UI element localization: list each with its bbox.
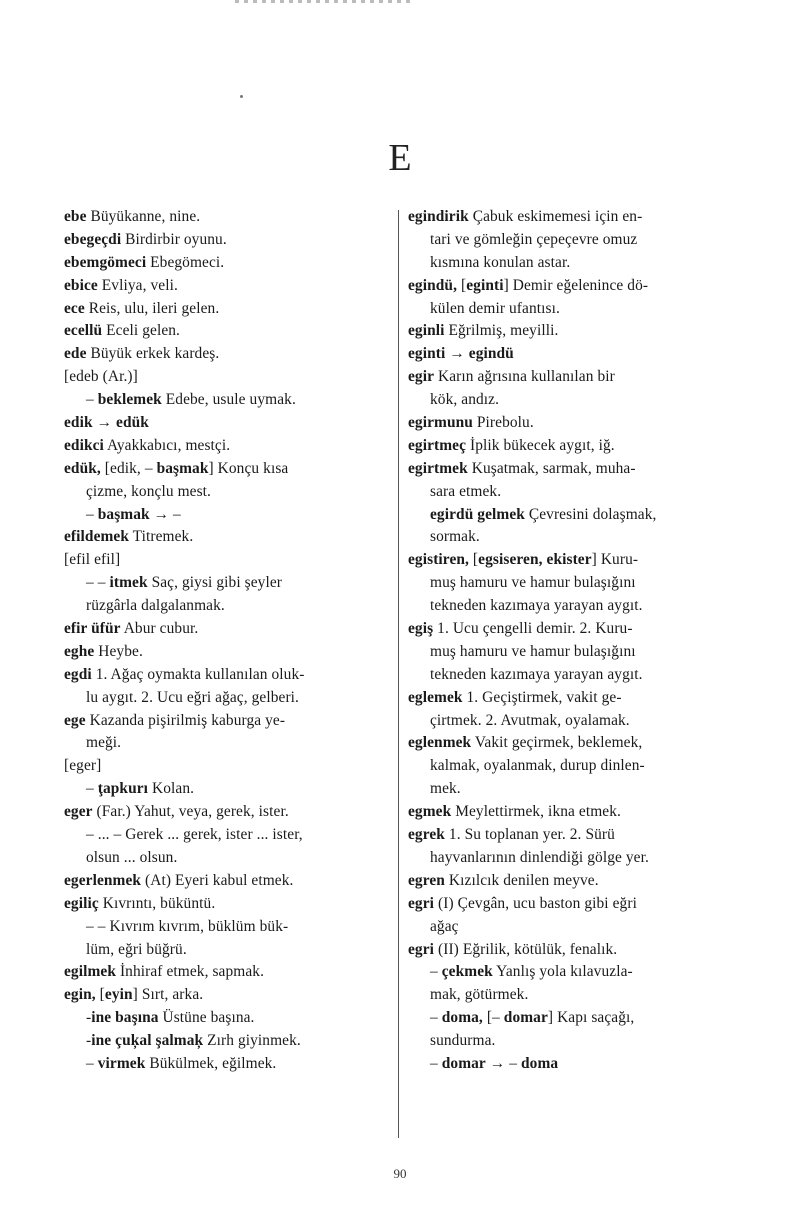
definition-text: – — [430, 963, 442, 981]
definition-text: olsun ... olsun. — [86, 848, 178, 866]
headword: beklemek — [97, 391, 162, 409]
definition-text: ] Kuru- — [591, 551, 639, 569]
definition-text: kısmına konulan astar. — [430, 253, 571, 271]
headword: edikci — [64, 436, 104, 454]
definition-text: → — [92, 414, 117, 432]
dictionary-entry — [64, 435, 389, 458]
headword: egmek — [408, 803, 452, 821]
definition-text: → – — [485, 1054, 521, 1072]
definition-text: [edik, – — [100, 459, 157, 477]
definition-text: Birdirbir oyunu. — [121, 230, 227, 248]
definition-text: ağaç — [430, 917, 459, 935]
definition-text: (II) Eğrilik, kötülük, fenalık. — [434, 940, 618, 958]
definition-text: muş hamuru ve hamur bulaşığını — [430, 642, 636, 660]
dictionary-entry — [64, 710, 389, 733]
definition-text: Ebegömeci. — [146, 253, 225, 271]
dictionary-entry-line — [64, 755, 389, 778]
headword: egirdü gelmek — [430, 505, 525, 523]
dictionary-entry — [64, 252, 389, 275]
headword: egsiseren, ekister — [478, 551, 592, 569]
dictionary-entry — [408, 732, 738, 755]
headword: eginti — [408, 345, 446, 363]
dictionary-entry — [64, 961, 389, 984]
headword: ebice — [64, 276, 98, 294]
dictionary-entry-line — [408, 526, 738, 549]
definition-text: mek. — [430, 780, 461, 798]
dictionary-entry-line — [408, 572, 738, 595]
headword: ine başına — [91, 1009, 159, 1027]
definition-text: – – Kıvrım kıvrım, büklüm bük- — [86, 917, 289, 935]
dictionary-entry — [408, 275, 738, 298]
definition-text: – — [86, 780, 98, 798]
headword: egdi — [64, 665, 92, 683]
headword: eyin — [104, 986, 133, 1004]
definition-text: – — [430, 1009, 442, 1027]
definition-text: ] Kapı saçağı, — [547, 1009, 635, 1027]
definition-text: ] Konçu kısa — [208, 459, 289, 477]
dictionary-entry-line — [64, 572, 389, 595]
definition-text: – – — [86, 574, 110, 592]
dictionary-column-right — [408, 206, 738, 1076]
dictionary-entry — [64, 641, 389, 664]
headword: egiş — [408, 620, 434, 638]
definition-text: çizme, konçlu mest. — [86, 482, 211, 500]
definition-text: hayvanlarının dinlendiği gölge yer. — [430, 848, 649, 866]
definition-text: Büyük erkek kardeş. — [86, 345, 220, 363]
headword: eginli — [408, 322, 445, 340]
dictionary-entry-line — [408, 252, 738, 275]
dictionary-entry-line — [64, 687, 389, 710]
dictionary-entry-line — [64, 1053, 389, 1076]
definition-text: Yanlış yola kılavuzla- — [492, 963, 633, 981]
definition-text: 1. Ucu çengelli demir. 2. Kuru- — [433, 620, 633, 638]
dictionary-entry-line — [408, 504, 738, 527]
dictionary-entry — [64, 229, 389, 252]
definition-text: Eceli gelen. — [102, 322, 181, 340]
headword: egri — [408, 940, 435, 958]
definition-text: - — [86, 1009, 92, 1027]
headword: edik — [64, 414, 93, 432]
dictionary-entry — [64, 343, 389, 366]
dictionary-entry-line — [408, 389, 738, 412]
dictionary-entry-line — [64, 847, 389, 870]
headword: ebemgömeci — [64, 253, 147, 271]
definition-text: Karın ağrısına kullanılan bir — [434, 368, 615, 386]
dictionary-entry — [408, 343, 738, 366]
definition-text: [ — [95, 986, 105, 1004]
dictionary-entry — [408, 801, 738, 824]
definition-text: – ... – Gerek ... gerek, ister ... ister, — [86, 826, 303, 844]
definition-text: [– — [482, 1009, 504, 1027]
dictionary-entry-line — [408, 984, 738, 1007]
definition-text: (I) Çevgân, ucu baston gibi eğri — [434, 894, 637, 912]
headword: çekmek — [441, 963, 493, 981]
definition-text: sundurma. — [430, 1032, 496, 1050]
headword: egiliç — [64, 894, 99, 912]
definition-text: Kazanda pişirilmiş kaburga ye- — [85, 711, 286, 729]
headword: eghe — [64, 642, 95, 660]
headword: eger — [64, 803, 93, 821]
headword: edük — [116, 414, 149, 432]
headword: ebe — [64, 208, 87, 225]
dictionary-entry — [64, 526, 389, 549]
dictionary-entry — [408, 824, 738, 847]
headword: egirtmeç — [408, 436, 467, 454]
definition-text: Abur cubur. — [120, 620, 199, 638]
headword: egri — [408, 894, 435, 912]
definition-text: Bükülmek, eğilmek. — [145, 1054, 277, 1072]
definition-text: [efil efil] — [64, 551, 121, 569]
definition-text: Kızılcık denilen meyve. — [444, 871, 599, 889]
definition-text: lüm, eğri büğrü. — [86, 940, 187, 958]
dictionary-entry — [64, 664, 389, 687]
dictionary-entry-line — [64, 1030, 389, 1053]
definition-text: 1. Geçiştirmek, vakit ge- — [462, 688, 622, 706]
dictionary-entry-line — [408, 298, 738, 321]
dictionary-entry-line — [408, 916, 738, 939]
dictionary-entry — [64, 801, 389, 824]
dictionary-entry-line — [408, 1030, 738, 1053]
dictionary-entry — [408, 320, 738, 343]
dictionary-entry-line — [64, 366, 389, 389]
definition-text: tekneden kazımaya yarayan aygıt. — [430, 597, 643, 615]
definition-text: Reis, ulu, ileri gelen. — [84, 299, 220, 317]
dictionary-entry — [64, 298, 389, 321]
headword: ece — [64, 299, 85, 317]
headword: ede — [64, 345, 87, 363]
definition-text: Kıvrıntı, büküntü. — [98, 894, 216, 912]
dictionary-entry — [408, 687, 738, 710]
definition-text: rüzgârla dalgalanmak. — [86, 597, 225, 615]
dictionary-entry-line — [64, 389, 389, 412]
headword: doma, — [441, 1009, 483, 1027]
dictionary-entry — [64, 275, 389, 298]
definition-text: – — [430, 1054, 442, 1072]
dictionary-entry — [408, 366, 738, 389]
dictionary-entry-line — [408, 1007, 738, 1030]
definition-text: Evliya, veli. — [97, 276, 178, 294]
definition-text: mak, götürmek. — [430, 986, 529, 1004]
definition-text: (Far.) Yahut, veya, gerek, ister. — [92, 803, 289, 821]
headword: eglenmek — [408, 734, 472, 752]
headword: eginti — [466, 276, 504, 294]
definition-text: tekneden kazımaya yarayan aygıt. — [430, 665, 643, 683]
dictionary-entry-line — [408, 710, 738, 733]
definition-text: Çevresini dolaşmak, — [524, 505, 657, 523]
dictionary-entry-line — [408, 229, 738, 252]
definition-text: İnhiraf etmek, sapmak. — [116, 963, 265, 981]
headword: virmek — [97, 1054, 146, 1072]
definition-text: Çabuk eskimemesi için en- — [468, 208, 643, 225]
definition-text: kalmak, oyalanmak, durup dinlen- — [430, 757, 645, 775]
definition-text: [ — [457, 276, 467, 294]
definition-text: → – — [149, 505, 181, 523]
headword: egindü — [468, 345, 514, 363]
headword: edük, — [64, 459, 101, 477]
dictionary-entry — [408, 435, 738, 458]
headword: domar — [441, 1054, 486, 1072]
definition-text: Kolan. — [148, 780, 195, 798]
definition-text: – — [86, 391, 98, 409]
definition-text: Büyükanne, nine. — [86, 208, 201, 225]
definition-text: Edebe, usule uymak. — [161, 391, 296, 409]
dictionary-entry — [408, 549, 738, 572]
definition-text: Titremek. — [129, 528, 194, 546]
dictionary-entry — [408, 893, 738, 916]
definition-text: 1. Ağaç oymakta kullanılan oluk- — [91, 665, 305, 683]
dictionary-entry — [64, 870, 389, 893]
headword: egindirik — [408, 208, 469, 225]
definition-text: Eğrilmiş, meyilli. — [444, 322, 559, 340]
definition-text: Kuşatmak, sarmak, muha- — [467, 459, 636, 477]
definition-text: Vakit geçirmek, beklemek, — [471, 734, 643, 752]
definition-text: Saç, giysi gibi şeyler — [147, 574, 283, 592]
dictionary-entry-line — [64, 595, 389, 618]
headword: ine çuķal şalmaķ — [91, 1032, 204, 1050]
dictionary-entry — [64, 412, 389, 435]
scan-speck — [240, 95, 243, 98]
definition-text: [ — [468, 551, 479, 569]
headword: efildemek — [64, 528, 130, 546]
dictionary-entry — [408, 206, 738, 229]
dictionary-entry-line — [408, 641, 738, 664]
definition-text: [eger] — [64, 757, 102, 775]
page-number: 90 — [393, 1166, 407, 1181]
dictionary-entry — [64, 458, 389, 481]
headword: başmak — [156, 459, 209, 477]
headword: egir — [408, 368, 435, 386]
headword: başmak — [97, 505, 150, 523]
definition-text: sara etmek. — [430, 482, 502, 500]
dictionary-entry-line — [64, 504, 389, 527]
dictionary-entry-line — [408, 481, 738, 504]
dictionary-entry-line — [64, 732, 389, 755]
dictionary-entry-line — [408, 664, 738, 687]
definition-text: tari ve gömleğin çepeçevre omuz — [430, 230, 638, 248]
definition-text: Pirebolu. — [472, 414, 534, 432]
headword: egirmunu — [408, 414, 473, 432]
definition-text: 1. Su toplanan yer. 2. Sürü — [444, 826, 615, 844]
headword: egistiren, — [408, 551, 469, 569]
dictionary-entry-line — [408, 1053, 738, 1076]
headword: egrek — [408, 826, 445, 844]
dictionary-entry — [408, 618, 738, 641]
definition-text: Zırh giyinmek. — [203, 1032, 301, 1050]
definition-text: sormak. — [430, 528, 480, 546]
dictionary-entry — [64, 893, 389, 916]
scan-artifact-top — [235, 0, 415, 3]
headword: doma — [521, 1054, 559, 1072]
headword: egerlenmek — [64, 871, 142, 889]
headword: domar — [503, 1009, 548, 1027]
definition-text: ] Demir eğelenince dö- — [503, 276, 649, 294]
dictionary-entry — [408, 939, 738, 962]
definition-text: Üstüne başına. — [158, 1009, 255, 1027]
definition-text: → — [445, 345, 469, 363]
dictionary-entry-line — [64, 481, 389, 504]
dictionary-entry — [64, 984, 389, 1007]
dictionary-entry-line — [64, 939, 389, 962]
headword: efir üfür — [64, 620, 121, 638]
section-letter-heading: E — [388, 137, 412, 179]
headword: ecellü — [64, 322, 103, 340]
dictionary-entry-line — [64, 916, 389, 939]
definition-text: Ayakkabıcı, mestçi. — [103, 436, 231, 454]
headword: egin, — [64, 986, 96, 1004]
definition-text: çirtmek. 2. Avutmak, oyalamak. — [430, 711, 630, 729]
column-divider — [398, 210, 399, 1138]
headword: egirtmek — [408, 459, 468, 477]
headword: ebegeçdi — [64, 230, 122, 248]
dictionary-entry — [408, 458, 738, 481]
dictionary-entry-line — [408, 847, 738, 870]
dictionary-entry-line — [408, 961, 738, 984]
headword: eglemek — [408, 688, 463, 706]
definition-text: İplik bükecek aygıt, iğ. — [466, 436, 615, 454]
definition-text: – — [86, 505, 98, 523]
headword: egindü, — [408, 276, 458, 294]
definition-text: Heybe. — [94, 642, 143, 660]
dictionary-entry-line — [408, 755, 738, 778]
dictionary-entry — [64, 618, 389, 641]
dictionary-column-left — [64, 206, 389, 1076]
headword: ege — [64, 711, 86, 729]
definition-text: – — [86, 1054, 98, 1072]
dictionary-entry — [408, 412, 738, 435]
definition-text: ] Sırt, arka. — [132, 986, 204, 1004]
headword: egilmek — [64, 963, 116, 981]
definition-text: kök, andız. — [430, 391, 500, 409]
definition-text: muş hamuru ve hamur bulaşığını — [430, 574, 636, 592]
definition-text: - — [86, 1032, 92, 1050]
dictionary-entry-line — [408, 778, 738, 801]
dictionary-entry-line — [64, 824, 389, 847]
definition-text: lu aygıt. 2. Ucu eğri ağaç, gelberi. — [86, 688, 300, 706]
dictionary-entry — [64, 206, 389, 229]
definition-text: külen demir ufantısı. — [430, 299, 560, 317]
dictionary-entry — [64, 320, 389, 343]
dictionary-entry — [408, 870, 738, 893]
headword: egren — [408, 871, 445, 889]
dictionary-entry-line — [64, 1007, 389, 1030]
dictionary-entry-line — [408, 595, 738, 618]
definition-text: meği. — [86, 734, 122, 752]
dictionary-entry-line — [64, 549, 389, 572]
headword: ţapkurı — [97, 780, 149, 798]
dictionary-entry-line — [64, 778, 389, 801]
definition-text: [edeb (Ar.)] — [64, 368, 138, 386]
definition-text: Meylettirmek, ikna etmek. — [451, 803, 621, 821]
headword: itmek — [109, 574, 148, 592]
definition-text: (At) Eyeri kabul etmek. — [141, 871, 294, 889]
